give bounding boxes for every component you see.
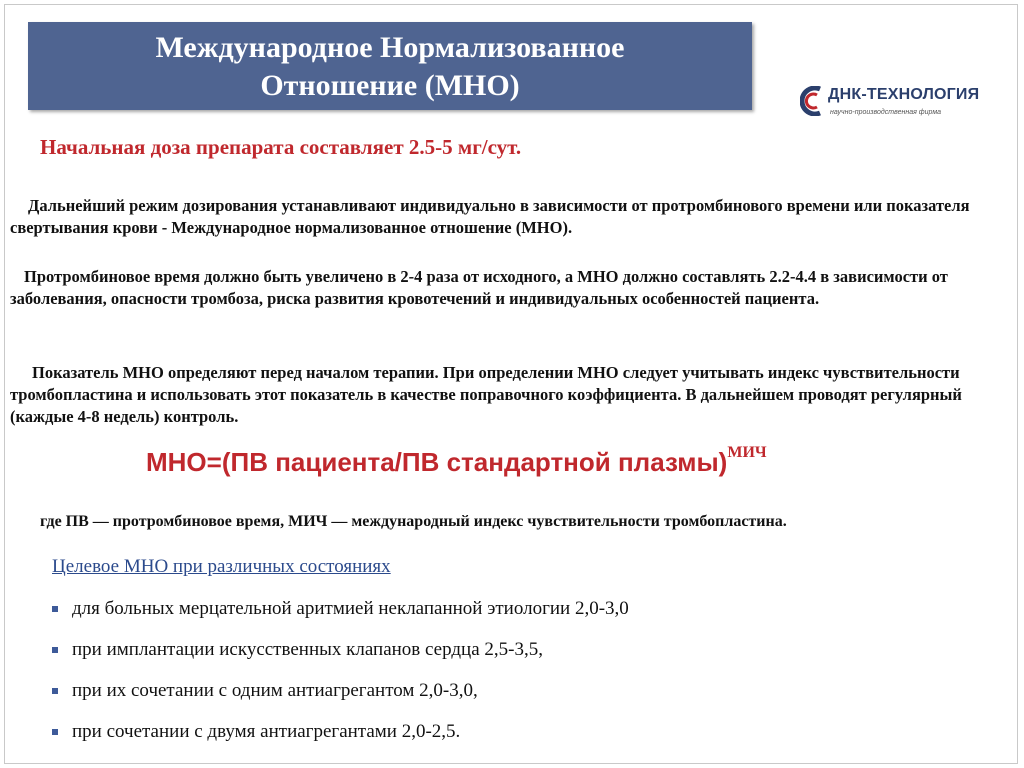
logo-subtitle: научно-производственная фирма <box>830 109 942 116</box>
inr-formula <box>146 444 767 478</box>
target-inr-heading[interactable]: Целевое МНО при различных состояниях <box>52 556 391 577</box>
initial-dose-text: Начальная доза препарата составляет 2.5-5 мг/сут. <box>40 135 522 159</box>
list-item <box>52 719 629 760</box>
title-line-1: Международное Нормализованное <box>155 31 625 64</box>
list-item <box>52 637 629 678</box>
bullet-icon <box>52 647 58 653</box>
list-item <box>52 596 629 637</box>
title-banner <box>28 22 752 110</box>
page-title <box>28 29 752 105</box>
formula-main: МНО=(ПВ пациента/ПВ стандартной плазмы) <box>146 447 728 477</box>
title-line-2: Отношение (МНО) <box>260 69 520 102</box>
dna-logo-icon <box>800 86 826 116</box>
bullet-icon <box>52 606 58 612</box>
inr-determination-paragraph: Показатель МНО определяют перед началом терапии. При определении МНО следует учитывать индекс чувствительности тромбопластина и использовать этот показатель в качестве поправочного коэффициента. В дальнейшем проводят регулярный (каждые 4-8 недель) контроль. <box>10 363 962 426</box>
list-item-text: для больных мерцательной аритмией неклапанной этиологии 2,0-3,0 <box>72 598 629 619</box>
list-item-text: при имплантации искусственных клапанов сердца 2,5-3,5, <box>72 639 543 660</box>
bullet-icon <box>52 729 58 735</box>
list-item-text: при их сочетании с одним антиагрегантом 2,0-3,0, <box>72 680 478 701</box>
target-inr-list <box>52 596 629 760</box>
bullet-icon <box>52 688 58 694</box>
list-item <box>52 678 629 719</box>
company-logo <box>800 80 1000 124</box>
formula-exponent: МИЧ <box>727 444 767 462</box>
list-item-text: при сочетании с двумя антиагрегантами 2,0-2,5. <box>72 721 461 742</box>
logo-name: ДНК-ТЕХНОЛОГИЯ <box>828 86 980 103</box>
prothrombin-time-paragraph: Протромбиновое время должно быть увеличено в 2-4 раза от исходного, а МНО должно составлять 2.2-4.4 в зависимости от заболевания, опасности тромбоза, риска развития кровотечений и индивидуальных особенностей пациента. <box>10 267 948 308</box>
formula-legend: где ПВ — протромбиновое время, МИЧ — международный индекс чувствительности тромбопластина. <box>40 513 787 530</box>
dosing-regimen-paragraph: Дальнейший режим дозирования устанавливают индивидуально в зависимости от протромбинового времени или показателя свертывания крови - Международное нормализованное отношение (МНО). <box>10 196 970 237</box>
